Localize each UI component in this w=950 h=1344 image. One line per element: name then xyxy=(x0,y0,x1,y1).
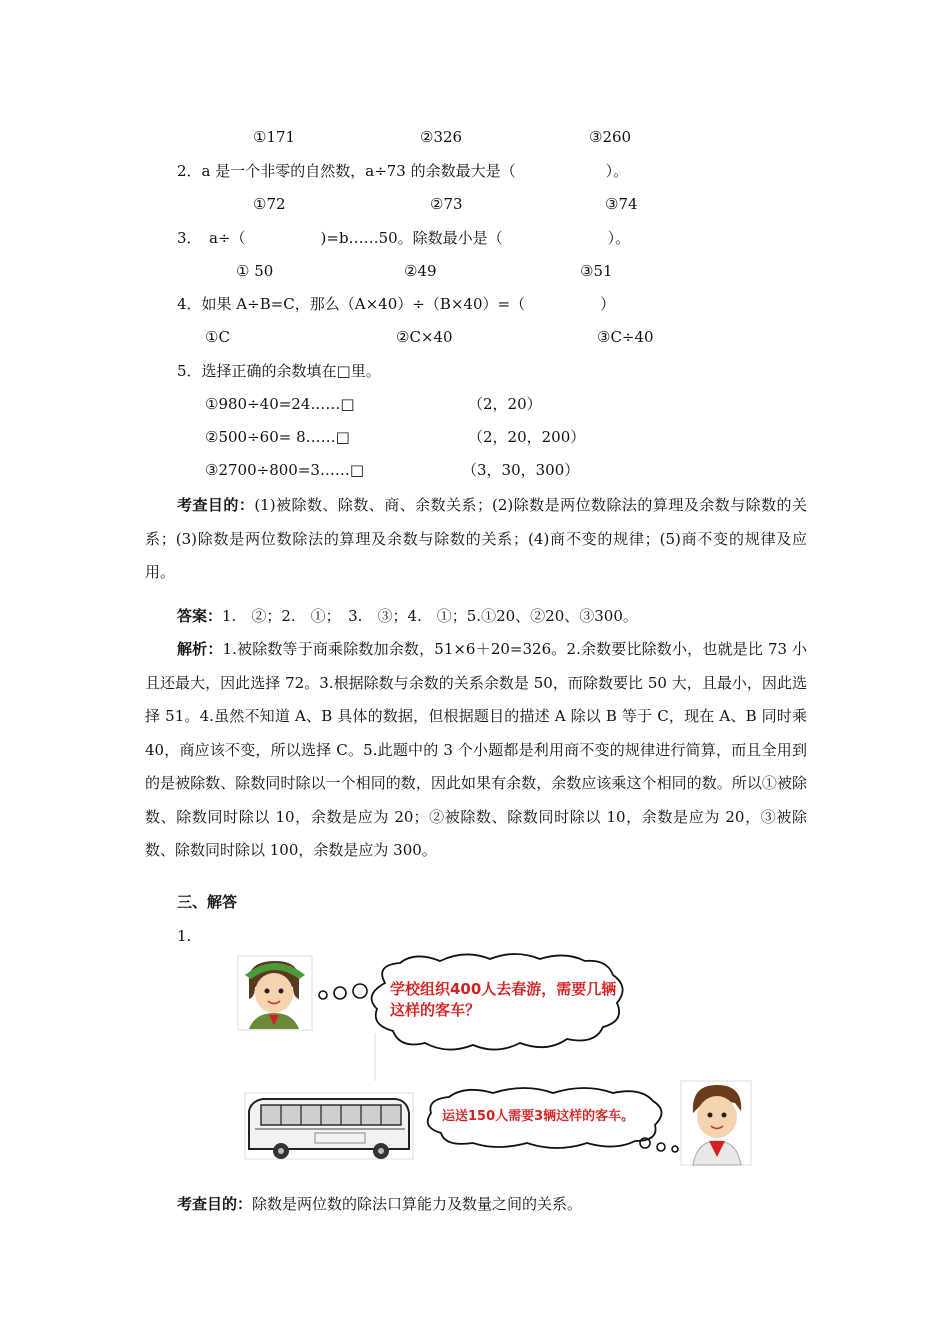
q4-option-2: ②C×40 xyxy=(396,328,453,346)
q5-row-1-choices: （2，20） xyxy=(468,395,542,413)
q2-option-1: ①72 xyxy=(253,195,286,213)
analysis-label: 解析： xyxy=(177,640,223,658)
q4-option-3: ③C÷40 xyxy=(597,328,654,346)
q3-option-3: ③51 xyxy=(580,262,613,280)
q5-row-3-choices: （3，30，300） xyxy=(462,461,580,479)
q2-option-3: ③74 xyxy=(605,195,638,213)
q5-row-2-expr: ②500÷60= 8……□ xyxy=(205,428,350,446)
q5-row-1-expr: ①980÷40=24……□ xyxy=(205,395,355,413)
bus-icon xyxy=(245,1093,413,1159)
purpose-2-label: 考查目的： xyxy=(177,1195,253,1213)
q4-option-1: ①C xyxy=(205,328,230,346)
q3-stem: 3． a÷（ )=b……50。除数最小是（ ）。 xyxy=(177,229,631,247)
section-heading: 三、解答 xyxy=(177,893,238,911)
q5-stem: 5．选择正确的余数填在□里。 xyxy=(177,362,381,380)
boy-avatar xyxy=(681,1081,751,1165)
analysis-paragraph xyxy=(145,633,807,868)
word-problem-illustration xyxy=(235,953,755,1168)
q2-option-2: ②73 xyxy=(430,195,463,213)
q2-stem: 2．a 是一个非零的自然数，a÷73 的余数最大是（ ）。 xyxy=(177,162,629,180)
q3-option-2: ②49 xyxy=(404,262,437,280)
girl-question-line-2: 这样的客车？ xyxy=(390,1001,481,1019)
q1-option-2: ②326 xyxy=(420,128,463,146)
q5-row-3-expr: ③2700÷800=3……□ xyxy=(205,461,365,479)
q5-row-2-choices: （2，20，200） xyxy=(468,428,586,446)
purpose-2-text: 除数是两位数的除法口算能力及数量之间的关系。 xyxy=(252,1195,583,1213)
purpose-2-paragraph xyxy=(177,1194,582,1214)
answer-paragraph xyxy=(145,600,807,634)
girl-avatar xyxy=(238,956,312,1030)
q1-option-1: ①171 xyxy=(253,128,296,146)
answer-text: 1. ②；2. ①； 3. ③；4. ①；5.①20、②20、③300。 xyxy=(222,607,638,625)
item-number: 1. xyxy=(177,927,192,945)
q4-stem: 4．如果 A÷B=C，那么（A×40）÷（B×40）=（ ） xyxy=(177,295,616,313)
purpose-paragraph xyxy=(145,489,807,590)
analysis-text: 1.被除数等于商乘除数加余数，51×6＋20=326。2.余数要比除数小，也就是比 73 小且还最大，因此选择 72。3.根据除数与余数的关系余数是 50，而除数要比 50 大，且最小，因此选择 51。4.虽然不知道 A、B 具体的数据，但根据题目的描述 A 除以 B 等于 C，现在 A、B 同时乘 40，商应该不变，所以选择 C。5.此题中的 3 个小题都是利用商不变的规律进行简算，而且全用到的是被除数、除数同时除以一个相同的数，因此如果有余数，余数应该乘这个相同的数。所以①被除数、除数同时除以 10，余数是应为 20；②被除数、除数同时除以 10，余数是应为 20，③被除数、除数同时除以 100，余数是应为 300。 xyxy=(145,640,807,859)
q3-option-1: ① 50 xyxy=(236,262,274,280)
q1-option-3: ③260 xyxy=(589,128,632,146)
boy-statement: 运送150人需要3辆这样的客车。 xyxy=(442,1109,635,1124)
girl-question-line-1: 学校组织400人去春游，需要几辆 xyxy=(390,980,617,998)
purpose-label: 考查目的： xyxy=(177,496,255,514)
purpose-text: (1)被除数、除数、商、余数关系；(2)除数是两位数除法的算理及余数与除数的关系；(3)除数是两位数除法的算理及余数与除数的关系；(4)商不变的规律；(5)商不变的规律及应用。 xyxy=(145,496,807,581)
answer-label: 答案： xyxy=(177,607,223,625)
